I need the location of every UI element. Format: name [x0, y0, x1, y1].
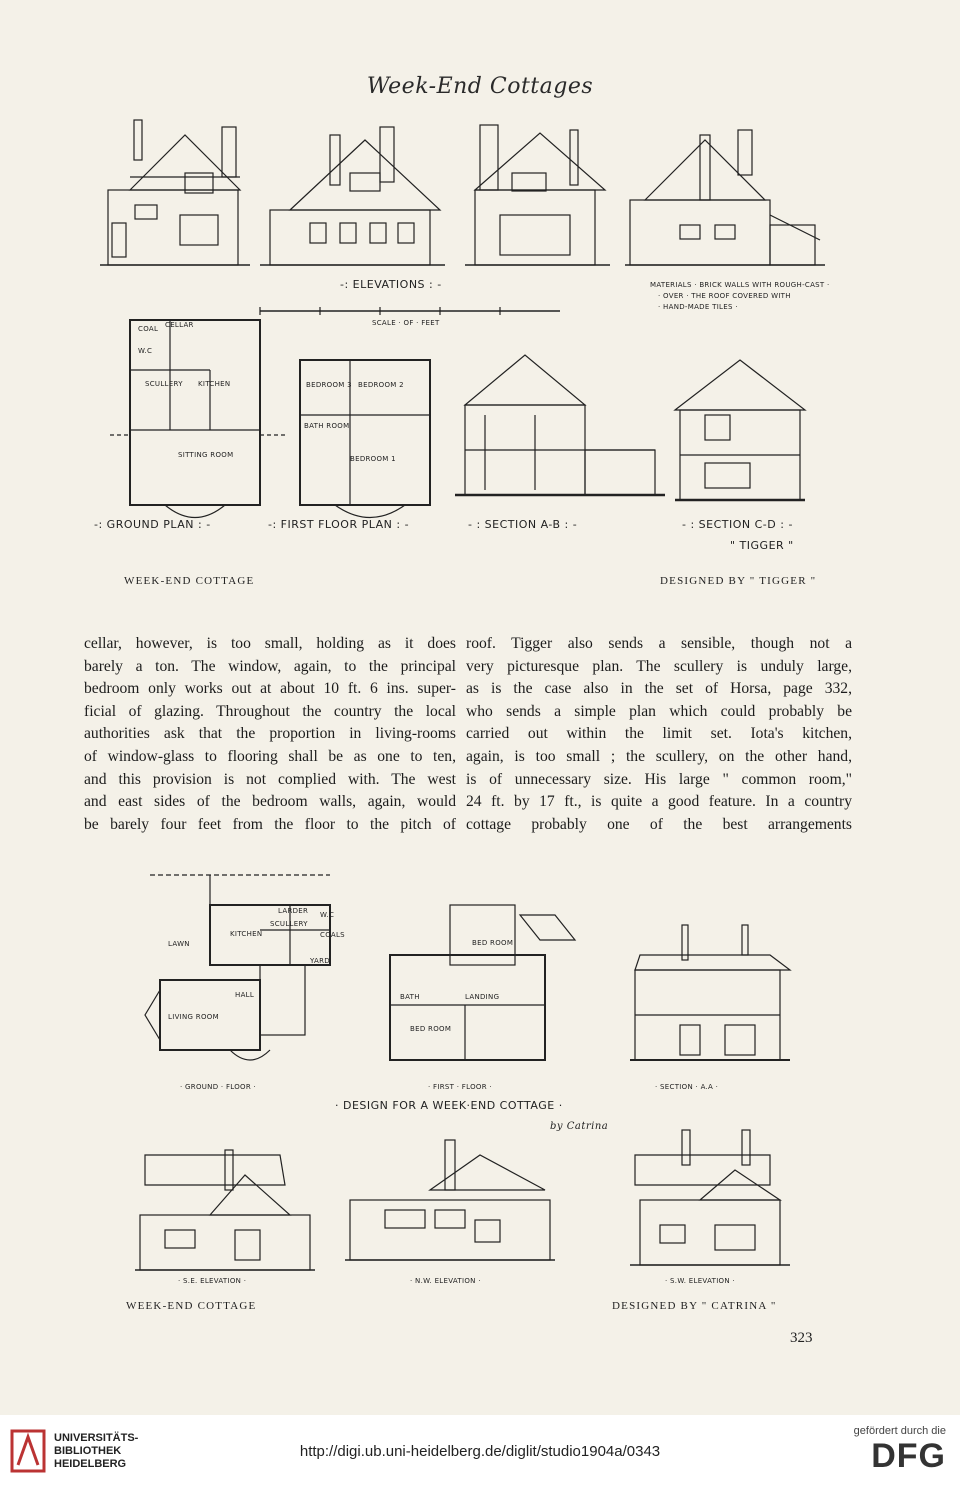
running-title: Week-End Cottages — [366, 74, 594, 99]
room-sitting: SITTING ROOM — [178, 451, 234, 459]
cat-room-scullery: SCULLERY — [270, 920, 308, 928]
first-floor-plan-label: -: FIRST FLOOR PLAN : - — [268, 518, 410, 531]
room-scullery: SCULLERY — [145, 380, 183, 388]
funded-by-label: gefördert durch die — [853, 1425, 946, 1437]
ground-floor-label: · GROUND · FLOOR · — [180, 1083, 257, 1091]
materials-note-3: · HAND-MADE TILES · — [658, 303, 738, 311]
catrina-section-aa — [630, 925, 790, 1060]
room-bath: BATH ROOM — [304, 422, 350, 430]
caption-right-bottom: DESIGNED BY " CATRINA " — [612, 1300, 777, 1312]
elevation-2 — [260, 127, 445, 265]
text-line: barely a ton. The window, again, to the principal — [84, 657, 456, 675]
cat-room-living: LIVING ROOM — [168, 1013, 219, 1021]
first-floor-label: · FIRST · FLOOR · — [428, 1083, 492, 1091]
page-number: 323 — [790, 1330, 813, 1346]
cat-room-yard: YARD — [310, 957, 330, 965]
text-line: cellar, however, is too small, holding as it does — [84, 635, 456, 652]
permalink-url[interactable]: http://digi.ub.uni-heidelberg.de/diglit/studio1904a/0343 — [299, 1443, 661, 1460]
scale-label: SCALE · OF · FEET — [372, 319, 440, 327]
room-coal: COAL — [138, 325, 159, 333]
cat-room-coals: COALS — [320, 931, 345, 939]
cat-room-bed-2: BED ROOM — [410, 1025, 452, 1033]
cat-room-kitchen: KITCHEN — [230, 930, 263, 938]
cat-room-hall: HALL — [235, 991, 255, 999]
design-title: · DESIGN FOR A WEEK·END COTTAGE · — [335, 1099, 563, 1112]
ground-plan-label: -: GROUND PLAN : - — [94, 518, 211, 531]
catrina-signature: by Catrina — [550, 1121, 609, 1132]
elevation-4 — [625, 130, 825, 265]
sw-elevation-label: · S.W. ELEVATION · — [665, 1277, 735, 1285]
text-line: is of unnecessary size. His large " common room," — [466, 770, 852, 788]
section-ab-drawing — [455, 355, 665, 495]
text-line: and east sides of the bedroom walls, again, would — [84, 793, 456, 811]
se-elevation-label: · S.E. ELEVATION · — [178, 1277, 247, 1285]
text-line: 24 ft. by 17 ft., is quite a good feature. In a country — [466, 793, 852, 811]
elevation-3 — [465, 125, 610, 265]
room-kitchen: KITCHEN — [198, 380, 231, 388]
text-line: authorities ask that the proportion in living-rooms — [84, 725, 456, 743]
cat-room-lawn: LAWN — [168, 940, 190, 948]
catrina-first-plan — [390, 905, 575, 1060]
room-bedroom-3: BEDROOM 3 — [306, 381, 352, 389]
catrina-sw-elevation — [630, 1130, 790, 1265]
tigger-plate — [90, 115, 880, 595]
cat-room-bed-1: BED ROOM — [472, 939, 514, 947]
body-column-right — [466, 633, 852, 836]
cat-room-wc: W.C — [320, 911, 335, 919]
catrina-nw-elevation — [345, 1140, 555, 1260]
catrina-drawings — [110, 865, 870, 1325]
body-column-left — [84, 633, 456, 836]
dfg-logo[interactable] — [836, 1425, 946, 1485]
catrina-plate — [110, 865, 870, 1325]
elevation-1 — [100, 120, 250, 265]
text-line: and this provision is not complied with. The west — [84, 770, 456, 788]
text-line: ficial of glazing. Throughout the country the local — [84, 702, 456, 720]
materials-note-1: MATERIALS · BRICK WALLS WITH ROUGH-CAST · — [650, 281, 830, 289]
viewer-footer — [0, 1415, 960, 1492]
catrina-ground-plan — [145, 875, 330, 1060]
text-line: very picturesque plan. The scullery is unduly large, — [466, 657, 852, 675]
caption-left-top: WEEK-END COTTAGE — [124, 575, 255, 587]
library-line-2: BIBLIOTHEK — [54, 1445, 122, 1457]
room-bedroom-2: BEDROOM 2 — [358, 381, 404, 389]
text-line: again, is too small ; the scullery, on the other hand, — [466, 747, 852, 765]
section-cd-label: - : SECTION C-D : - — [682, 518, 793, 531]
cat-room-larder: LARDER — [278, 907, 309, 915]
text-line: cottage probably one of the best arrangements — [466, 815, 852, 833]
section-aa-label: · SECTION · A.A · — [655, 1083, 719, 1091]
cat-room-bath: BATH — [400, 993, 420, 1001]
library-line-3: HEIDELBERG — [54, 1458, 127, 1470]
room-wc: W.C — [138, 347, 153, 355]
section-ab-label: - : SECTION A-B : - — [468, 518, 578, 531]
text-line: be barely four feet from the floor to the pitch of — [84, 815, 456, 833]
ground-plan-drawing — [110, 320, 285, 518]
cat-room-landing: LANDING — [465, 993, 500, 1001]
room-bedroom-1: BEDROOM 1 — [350, 455, 396, 463]
elevations-label: -: ELEVATIONS : - — [340, 278, 442, 291]
nw-elevation-label: · N.W. ELEVATION · — [410, 1277, 481, 1285]
library-line-1: UNIVERSITÄTS- — [54, 1432, 139, 1444]
text-line: who sends a simple plan which could probably be — [466, 702, 852, 720]
dfg-wordmark: DFG — [871, 1437, 946, 1475]
catrina-se-elevation — [135, 1150, 315, 1270]
caption-left-bottom: WEEK-END COTTAGE — [126, 1300, 257, 1312]
tigger-signature: " TIGGER " — [730, 539, 794, 552]
text-line: of window-glass to flooring shall be as one to ten, — [84, 747, 456, 765]
materials-note-2: · OVER · THE ROOF COVERED WITH — [658, 292, 791, 300]
text-line: bedroom only works out at about 10 ft. 6 ins. super- — [84, 680, 456, 698]
text-line: as is the case also in the set of Horsa, page 332, — [466, 680, 852, 698]
caption-right-top: DESIGNED BY " TIGGER " — [660, 575, 817, 587]
room-cellar: CELLAR — [165, 321, 194, 329]
text-line: carried out within the limit set. Iota's kitchen, — [466, 725, 852, 743]
section-cd-drawing — [675, 360, 805, 500]
text-line: roof. Tigger also sends a sensible, though not a — [466, 635, 852, 652]
